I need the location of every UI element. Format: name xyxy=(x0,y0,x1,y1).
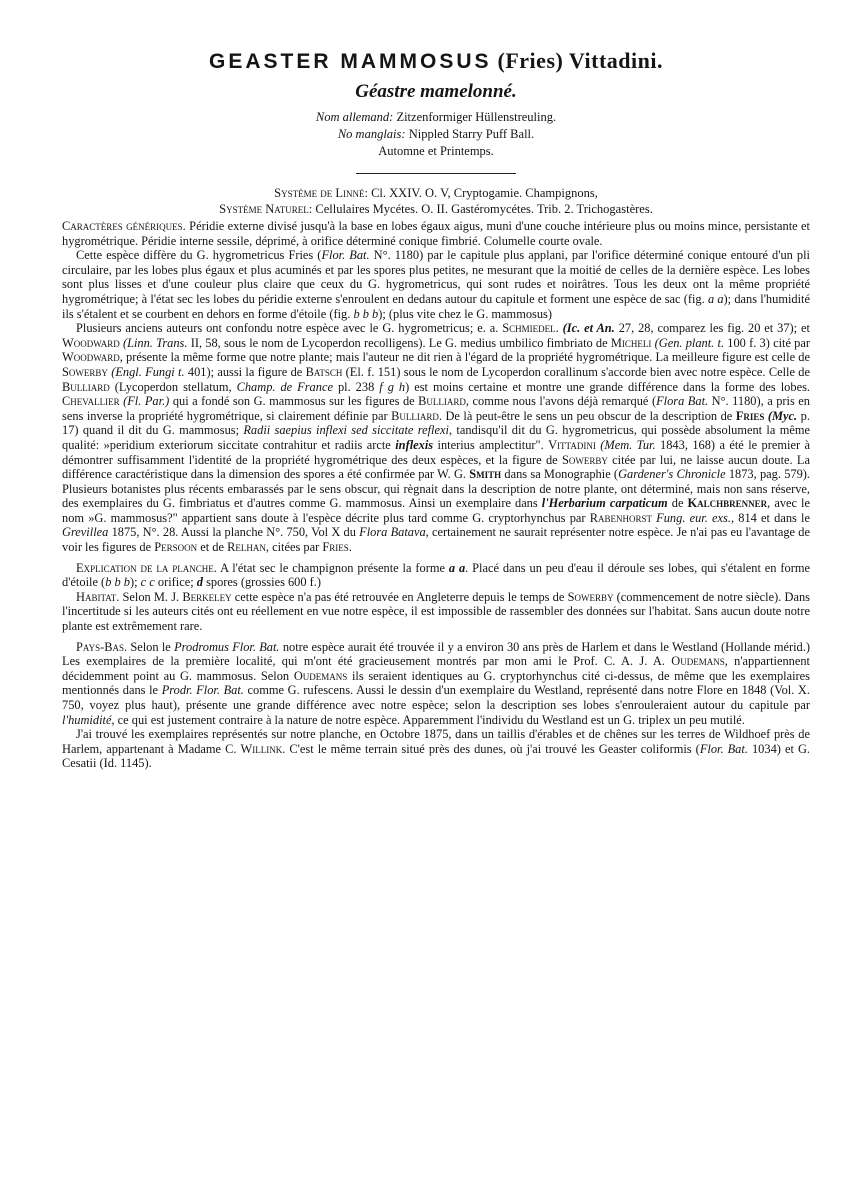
text: II, 58, sous le nom de Lycoperdon recolligens). Le G. medius umbilico fimbriato de xyxy=(190,335,608,350)
text: , ce qui est justement contraire à la nature de notre espèce. Apparemment l'individu du Westland est un G. triplex un peu mutilé. xyxy=(111,712,745,727)
author-name: Micheli xyxy=(610,335,652,350)
citation: Grevillea xyxy=(62,525,109,540)
paragraph-generic-characters xyxy=(62,219,810,248)
text: ); (plus vite chez le G. mammosus) xyxy=(378,306,552,321)
text: et de xyxy=(200,540,224,555)
author-name: Woodward xyxy=(62,335,120,350)
text: 27, 28, comparez les fig. 20 et 37); et xyxy=(618,321,810,336)
text: N°. 1180), a pris en sens inverse la propriété hygrométrique, si clairement définie par xyxy=(62,394,810,423)
author-name: Kalchbrenner xyxy=(687,496,768,511)
linne-system-line xyxy=(62,185,810,201)
emphasis: l'humidité xyxy=(62,712,112,727)
text: ils seraient identiques au G. cryptorhynchus cité ci-dessus, de même que les exemplaires mentionnés dans le xyxy=(62,668,810,698)
author-name: Smith xyxy=(469,467,502,482)
text: Selon M. J. xyxy=(122,589,180,604)
figure-ref: b b b xyxy=(105,575,130,590)
paragraph-netherlands xyxy=(62,640,810,728)
title-species-name: GEASTER MAMMOSUS xyxy=(209,50,492,73)
text: notre espèce aurait été trouvée il y a environ 30 ans près de Harlem et dans le Westland (Hollande mérid.) Les exemplaires de la première localité, qui m'ont été gracieusement montrés par mon ami le Prof. C. A. J. A. xyxy=(62,639,810,669)
paragraph-plate-explanation xyxy=(62,561,810,590)
figure-ref: c c xyxy=(140,575,155,590)
citation: Flora Batava xyxy=(359,525,426,540)
text: 1875, N°. 28. Aussi la planche N°. 750, Vol X du xyxy=(111,525,356,540)
text: C'est le même terrain situé près des dunes, où j'ai trouvé les Geaster coliformis ( xyxy=(289,741,700,756)
text: Cette espèce diffère du G. hygrometricus Fries ( xyxy=(76,248,322,263)
text: , 814 et dans le xyxy=(730,510,810,525)
text: p. 17) quand il dit du G. mammosus; xyxy=(62,408,810,438)
citation: (Ic. et An. xyxy=(562,321,615,336)
english-name: Nippled Starry Puff Ball. xyxy=(408,127,535,141)
natural-system-line xyxy=(62,201,810,217)
text: Selon le xyxy=(130,639,171,654)
linne-label: Système de Linné: xyxy=(274,186,368,200)
text: , n'appartiennent décidemment point au G. mammosus. Selon xyxy=(62,654,810,683)
citation: l'Herbarium carpaticum xyxy=(541,496,668,511)
text: De là peut-être le sens un peu obscur de la description de xyxy=(445,408,733,423)
author-name: Bulliard. xyxy=(391,408,442,423)
author-name: Oudemans xyxy=(671,654,725,669)
citation: Flor. Bat. xyxy=(321,248,370,263)
text: , avec le nom »G. mammosus?" appartient sans doute à l'espèce décrite plus tard comme G. cryptorhynchus par xyxy=(62,496,811,525)
text: , citées par xyxy=(265,540,320,555)
citation: Flora Bat. xyxy=(656,394,709,409)
text: 100 f. 3) cité par xyxy=(727,335,811,350)
article-body xyxy=(62,219,810,771)
figure-ref: d xyxy=(196,575,203,590)
author-name: Chevallier xyxy=(62,394,120,409)
text: , certainement ne saurait représenter notre espèce. Je n'ai pas eu l'avantage de voir les figures de xyxy=(62,525,810,555)
text: 1034) et G. Cesatii (Id. 1145). xyxy=(62,741,810,771)
citation: Gardener's Chronicle xyxy=(618,467,726,482)
section-label: Pays-Bas. xyxy=(76,639,128,654)
text: ); xyxy=(129,575,138,590)
text: ); dans l'humidité ils s'étalent et se courbent en dehors en forme d'étoile (fig. xyxy=(62,291,810,321)
text: interius amplectitur". xyxy=(437,437,544,452)
text: Plusieurs anciens auteurs ont confondu notre espèce avec le G. hygrometricus; e. a. xyxy=(76,321,499,336)
english-name-label: No manglais: xyxy=(337,127,406,141)
german-name-label: Nom allemand: xyxy=(315,110,394,124)
author-name: Bulliard xyxy=(418,394,466,409)
figure-ref: b b b xyxy=(353,306,379,321)
paragraph-personal-find xyxy=(62,727,810,771)
text: pl. 238 xyxy=(337,379,375,394)
paragraph-history xyxy=(62,321,810,555)
text: 1873, pag. 579). Plusieurs botanistes plus récents embarassés par le sens obscur, qui règnait dans la description de notre plante, ont déterminé, mais non sans réserve, des exemplaires du G. fimbriatus et d'autres comme G. mammosus. Ainsi un exemplaire dans xyxy=(62,467,810,511)
author-name: Sowerby xyxy=(62,364,108,379)
paragraph-comparison xyxy=(62,248,810,321)
author-name: Willink. xyxy=(240,741,286,756)
citation: Prodromus Flor. Bat. xyxy=(174,639,280,654)
english-name-line xyxy=(62,126,810,143)
text: (commencement de notre siècle). Dans l'incertitude si les auteurs cités ont eu réellement en vue notre espèce, il est impossible de rassembler des données sur l'habitat. Sans aucun doute notre plante est extrêmement rare. xyxy=(62,589,810,634)
text: N°. 1180) par le capitule plus applani, par l'orifice déterminé conique entouré d'un pli circulaire, par les lobes plus égaux et plus acuminés et par les spores plus petites, ne mesurant que la moitié de celles de la dernière espèce. Les lobes sont plus lisses et d'une couleur plus claire que ceux du G. hygrometricus, qui sont rudes et noirâtres. Tous les deux ont la même propriété hygrométrique; à l'état sec les lobes du péridie externe s'enroulent en dedans autour du capitule et forment une espèce de sac (fig. xyxy=(62,248,811,306)
title-divider xyxy=(356,173,516,174)
species-title xyxy=(62,48,810,75)
citation: (Myc. xyxy=(767,408,798,423)
text: cette espèce n'a pas été retrouvée en Angleterre depuis le temps de xyxy=(234,589,565,604)
section-label: Caractères génériques. xyxy=(62,219,186,233)
naturel-label: Système Naturel: xyxy=(219,202,313,216)
text: citée par lui, ne laisse aucun doute. La différence caractéristique dans la dimension des spores a été confirmée par W. G. xyxy=(62,452,810,482)
author-name: Sowerby xyxy=(561,452,608,467)
text: (El. f. 151) sous le nom de Lycoperdon corallinum s'accorde bien avec notre espèce. Celle de xyxy=(345,364,810,379)
linne-text: Cl. XXIV. O. V, Cryptogamie. Champignons, xyxy=(371,186,598,200)
text: orifice; xyxy=(157,575,194,590)
text: ) est moins certaine et montre une grande différence dans la forme des lobes. xyxy=(405,379,810,394)
text: (Lycoperdon stellatum, xyxy=(114,379,232,394)
author-name: Oudemans xyxy=(293,668,348,683)
author-name: Batsch xyxy=(305,364,343,379)
german-name: Zitzenformiger Hüllenstreuling. xyxy=(396,110,557,124)
citation: (Engl. Fungi t. xyxy=(111,364,185,379)
paragraph-text: Péridie externe divisé jusqu'à la base en lobes égaux aigus, muni d'une couche intérieure plus ou moins mince, persistante et hygrométrique. Péridie interne sessile, déprimé, à orifice déterminé conique fimbrié. Columelle courte ovale. xyxy=(62,219,811,248)
text: qui a fondé son G. mammosus sur les figures de xyxy=(172,394,415,409)
text: comme G. rufescens. Aussi le dessin d'un exemplaire du Westland, représenté dans notre Flore en 1848 (Vol. X. 750, voyez plus haut), présente une grande différence avec notre espèce; selon la description ses lobes s'enrouleraient autour du capitule par xyxy=(62,683,810,712)
author-name: Persoon xyxy=(154,540,198,555)
author-name: Relhan xyxy=(227,540,266,555)
french-name: Géastre mamelonné. xyxy=(355,81,517,102)
text: A l'état sec le champignon présente la forme xyxy=(220,560,445,575)
author-name: Fries xyxy=(735,408,765,423)
title-author: (Fries) Vittadini. xyxy=(497,48,663,73)
author-name: Bulliard xyxy=(62,379,110,394)
text: , présente la même forme que notre plante; mais l'auteur ne dit rien à l'égard de la propriété hygrométrique. La meilleure figure est celle de xyxy=(119,350,810,365)
paragraph-habitat xyxy=(62,590,810,634)
author-name: Sowerby xyxy=(567,589,614,604)
figure-ref: a a xyxy=(448,560,466,575)
text: J'ai trouvé les exemplaires représentés sur notre planche, en Octobre 1875, dans un taillis d'érables et de chênes sur les terres de Wildhoef près de Harlem, appartenant à Madame C. xyxy=(62,727,810,756)
author-name: Fries. xyxy=(322,540,352,555)
citation: (Mem. Tur. xyxy=(600,437,656,452)
classification-block xyxy=(62,185,810,217)
season: Automne et Printemps. xyxy=(378,144,494,158)
author-name: Berkeley xyxy=(182,589,232,604)
german-name-line xyxy=(62,109,810,126)
text: , comme nous l'avons déjà remarqué ( xyxy=(465,394,657,409)
citation: (Gen. plant. t. xyxy=(654,335,725,350)
text: 401); aussi la figure de xyxy=(187,364,303,379)
section-label: Explication de la planche. xyxy=(76,560,217,575)
author-name: Vittadini xyxy=(548,437,596,452)
text: 1843, 168) a été le premier à démontrer suffisamment l'identité de la propriété hygrométrique des deux espèces, et la figure de xyxy=(62,437,810,467)
citation: (Fl. Par.) xyxy=(123,394,170,409)
text: . Placé dans un peu d'eau il déroule ses lobes, qui s'étalent en forme d'étoile ( xyxy=(62,560,810,590)
citation: Champ. de France xyxy=(236,379,333,394)
text: spores (grossies 600 f.) xyxy=(206,575,322,590)
naturel-text: Cellulaires Mycétes. O. II. Gastéromycétes. Trib. 2. Trichogastères. xyxy=(315,202,653,216)
latin-quote: inflexis xyxy=(395,437,434,452)
figure-ref: f g h xyxy=(379,379,406,394)
text: de xyxy=(671,496,684,511)
text: , tandisqu'il dit du G. hygrometricus, qui possède absolument la même qualité: »peridium exteriorum siccitate contrahitur et radiis arcte xyxy=(62,423,810,452)
section-label: Habitat. xyxy=(76,589,120,604)
author-name: Rabenhorst xyxy=(589,510,652,525)
text: dans sa Monographie ( xyxy=(504,467,619,482)
citation: (Linn. Trans. xyxy=(122,335,188,350)
figure-ref: a a xyxy=(707,291,724,306)
author-name: Schmiedel. xyxy=(502,321,559,336)
common-names xyxy=(62,109,810,160)
citation: Flor. Bat. xyxy=(699,741,748,756)
citation: Prodr. Flor. Bat. xyxy=(161,683,244,698)
citation: Fung. eur. exs. xyxy=(656,510,731,525)
latin-quote: Radii saepius inflexi sed siccitate reflexi xyxy=(243,423,449,438)
author-name: Woodward xyxy=(62,350,120,365)
